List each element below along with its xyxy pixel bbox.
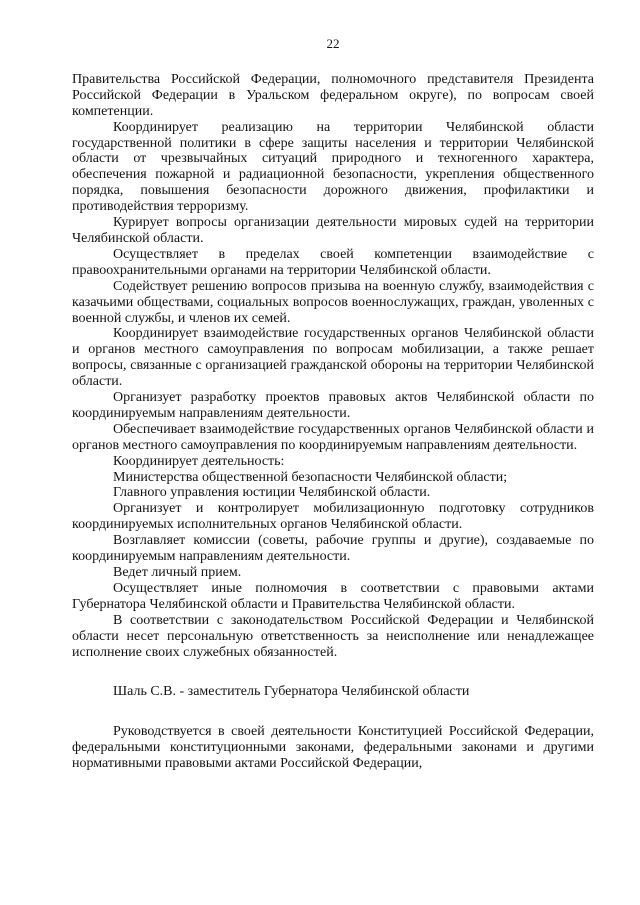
paragraph-coordinates-activity: Координирует деятельность: bbox=[113, 453, 285, 469]
paragraph-guided-by: Руководствуется в своей деятельности Конституцией Российской Федерации, федеральными конституционными законами, федеральными законами и другими нормативными правовыми актами Российской Федерации, bbox=[72, 724, 594, 772]
paragraph-mobilization: Координирует взаимодействие государственных органов Челябинской области и органов местного самоуправления по вопросам мобилизации, а также решает вопросы, связанные с организацией гражданской обороны на территории Челябинской области. bbox=[72, 326, 594, 390]
paragraph-continuation: Правительства Российской Федерации, полномочного представителя Президента Российской Федерации в Уральском федеральном округе), по вопросам своей компетенции. bbox=[72, 71, 594, 119]
paragraph-interaction: Обеспечивает взаимодействие государственных органов Челябинской области и органов местного самоуправления по координируемым направлениям деятельности. bbox=[72, 421, 594, 453]
paragraph-ministry: Министерства общественной безопасности Челябинской области; bbox=[113, 469, 508, 485]
paragraph-coordinates-protection: Координирует реализацию на территории Челябинской области государственной политики в сфере защиты населения и территории Челябинской области от чрезвычайных ситуаций природного и техногенного характера, обеспечения пожарной и радиационной безопасности, укрепления общественного порядка, повышения безопасности дорожного движения, профилактики и противодействия терроризму. bbox=[72, 119, 594, 215]
paragraph-other-powers: Осуществляет иные полномочия в соответствии с правовыми актами Губернатора Челябинской области и Правительства Челябинской области. bbox=[72, 580, 594, 612]
paragraph-law-enforcement: Осуществляет в пределах своей компетенции взаимодействие с правоохранительными органами на территории Челябинской области. bbox=[72, 246, 594, 278]
paragraph-responsibility: В соответствии с законодательством Российской Федерации и Челябинской области несет персональную ответственность за неисполнение или ненадлежащее исполнение своих служебных обязанностей. bbox=[72, 612, 594, 660]
page-number: 22 bbox=[326, 36, 340, 51]
body-text-after bbox=[72, 724, 594, 772]
section-heading: Шаль С.В. - заместитель Губернатора Челябинской области bbox=[113, 684, 470, 700]
paragraph-justice-department: Главного управления юстиции Челябинской области. bbox=[113, 485, 431, 501]
paragraph-military-service: Содействует решению вопросов призыва на военную службу, взаимодействия с казачьими обществами, социальных вопросов военнослужащих, граждан, уволенных с военной службы, и членов их семей. bbox=[72, 278, 594, 326]
body-text-before bbox=[72, 72, 594, 661]
paragraph-legal-acts: Организует разработку проектов правовых актов Челябинской области по координируемым направлениям деятельности. bbox=[72, 390, 594, 421]
paragraph-mobilization-training: Организует и контролирует мобилизационную подготовку сотрудников координируемых исполнительных органов Челябинской области. bbox=[72, 501, 594, 533]
paragraph-reception: Ведет личный прием. bbox=[113, 565, 242, 580]
paragraph-commissions: Возглавляет комиссии (советы, рабочие группы и другие), создаваемые по координируемым направлениям деятельности. bbox=[72, 533, 594, 565]
paragraph-magistrates: Курирует вопросы организации деятельности мировых судей на территории Челябинской области. bbox=[72, 215, 594, 246]
